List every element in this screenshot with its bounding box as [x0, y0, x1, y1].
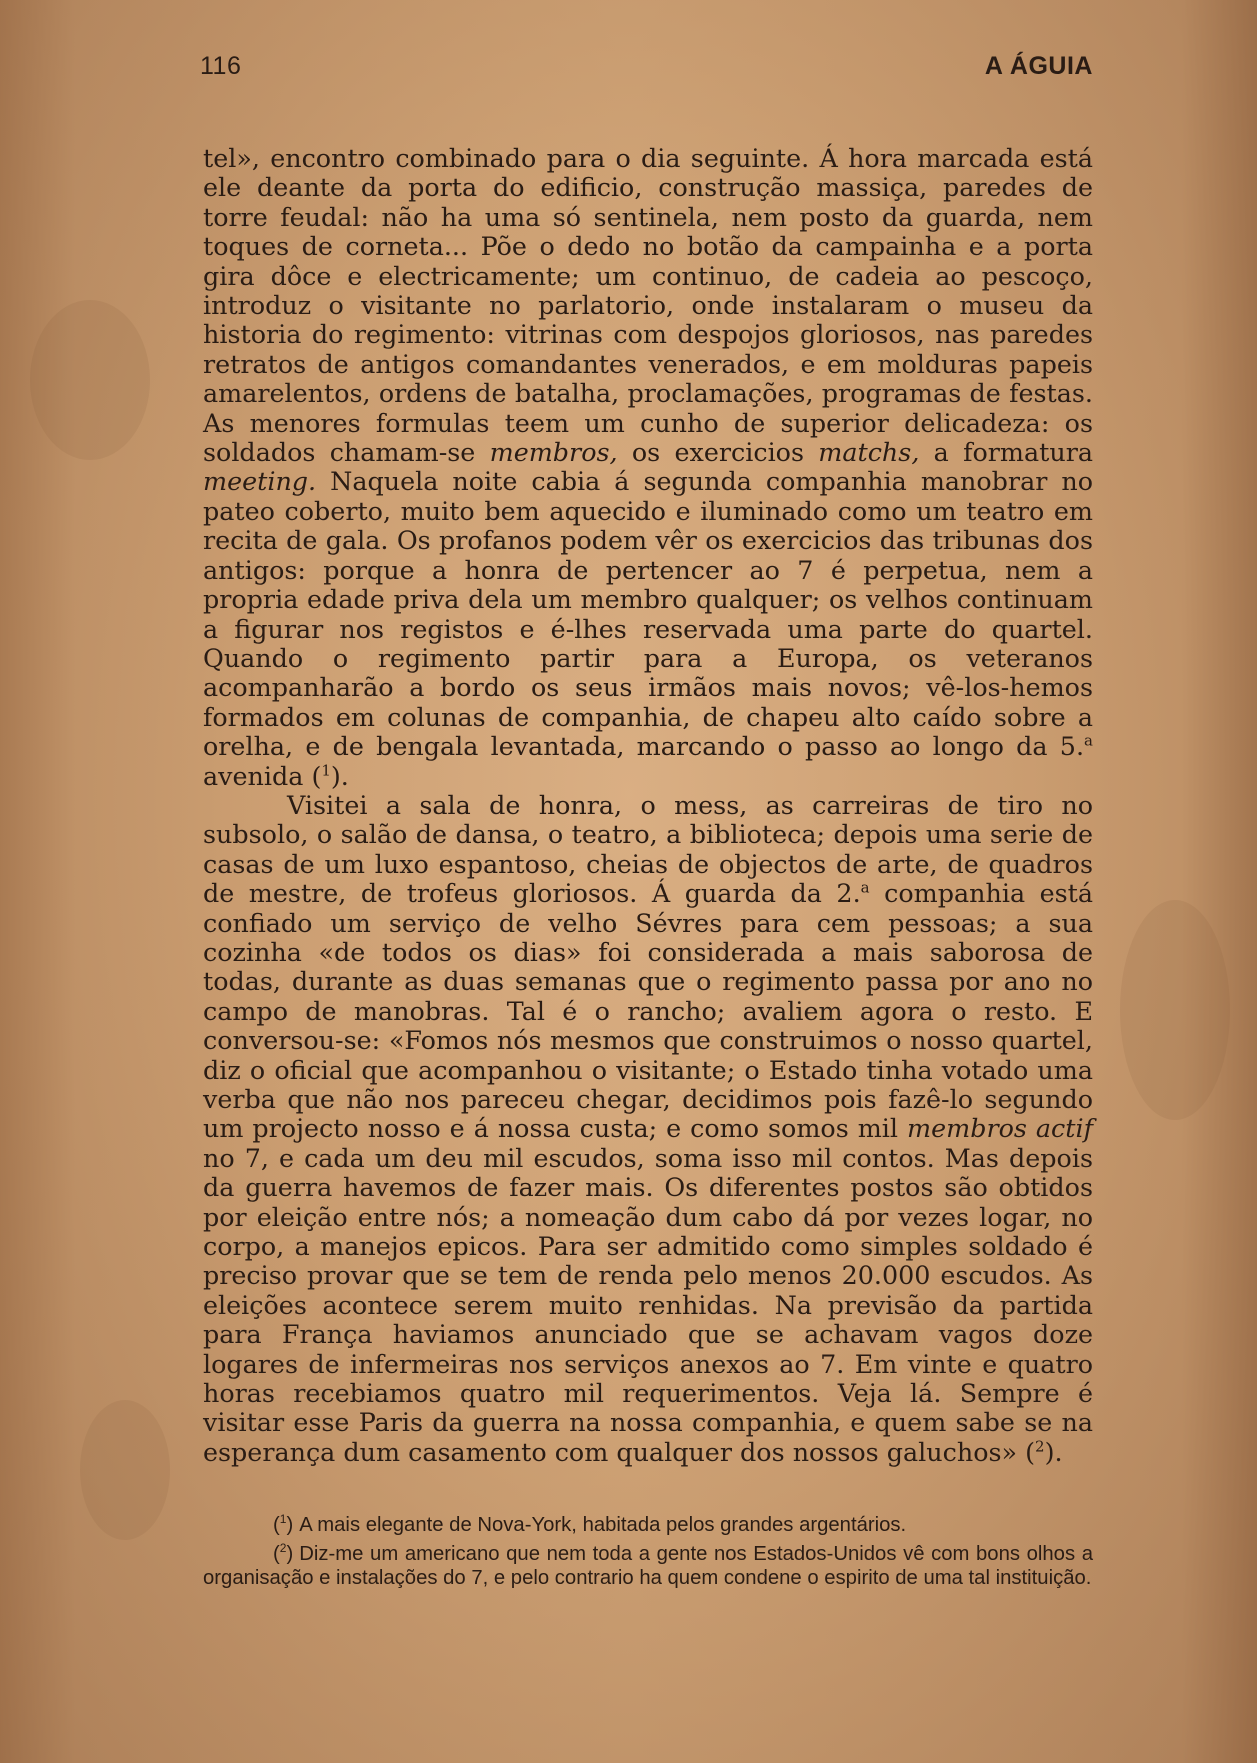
text-run: a formatura [919, 437, 1093, 468]
text-run: avenida ( [203, 760, 322, 791]
footnotes [203, 1508, 1093, 1590]
page-number: 116 [200, 52, 242, 80]
running-head: A ÁGUIA [984, 52, 1093, 80]
text-run: companhia está confiado um serviço de velho Sévres para cem pessoas; a sua cozinha «de todos os dias» foi considerada a mais saborosa de todas, durante as duas semanas que o regimento passa por ano no campo de manobras. Tal é o rancho; avaliem agora o resto. E conversou-se: «Fomos nós mesmos que construimos o nosso quartel, diz o oficial que acompanhou o visitante; o Estado tinha votado uma verba que não nos pareceu chegar, decidimos pois fazê-lo segundo um projecto nosso e á nossa custa; e como somos mil [203, 878, 1094, 1144]
text-run: no 7, e cada um deu mil escudos, soma isso mil contos. Mas depois da guerra havemos de fazer mais. Os diferentes postos são obtidos por eleição entre nós; a nomeação dum cabo dá por vezes logar, no corpo, a manejos epicos. Para ser admitido como simples soldado é preciso provar que se tem de renda pelo menos 20.000 escudos. As eleições acontece serem muito renhidas. Na previsão da partida para França haviamos anunciado que se achavam vagos doze logares de infermeiras nos serviços anexos ao 7. Em vinte e quatro horas recebiamos quatro mil requerimentos. Veja lá. Sempre é visitar esse Paris da guerra na nossa companhia, e quem sabe se na esperança dum casamento com qualquer dos nossos galuchos» ( [203, 1142, 1093, 1467]
footnote-paren-close: ) [286, 1543, 294, 1566]
superscript: a [1084, 731, 1093, 750]
italic-text: meeting. [203, 466, 317, 497]
text-run: os exercicios [617, 437, 819, 468]
superscript: a [860, 878, 870, 897]
footnote-number: 1 [279, 1512, 287, 1526]
footnote-marker [273, 1537, 293, 1566]
body-paragraph [203, 791, 1093, 1467]
superscript: 2 [1035, 1437, 1045, 1456]
footnote [203, 1508, 1093, 1537]
paper-stain [1120, 900, 1230, 1120]
footnote-text: A mais elegante de Nova-York, habitada pelos grandes argentários. [299, 1513, 907, 1536]
text-run: ). [1044, 1436, 1063, 1467]
paper-stain [30, 300, 150, 460]
superscript: 1 [321, 761, 331, 780]
footnote-number: 2 [279, 1541, 287, 1556]
text-run: ). [330, 760, 349, 791]
page-header [200, 52, 1093, 88]
text-run: Naquela noite cabia á segunda companhia manobrar no pateo coberto, muito bem aquecido e iluminado como um teatro em recita de gala. Os profanos podem vêr os exercicios das tribunas dos antigos: porque a honra de pertencer ao 7 é perpetua, nem a propria edade priva dela um membro qualquer; os velhos continuam a figurar nos registos e é-lhes reservada uma parte do quartel. Quando o regimento partir para a Europa, os veteranos acompanharão a bordo os seus irmãos mais novos; vê-los-hemos formados em colunas de companhia, de chapeu alto caído sobre a orelha, e de bengala levantada, marcando o passo ao longo da 5. [203, 466, 1093, 762]
body-text [203, 144, 1093, 1467]
text-run: tel», encontro combinado para o dia seguinte. Á hora marcada está ele deante da porta do edificio, construção massiça, paredes de torre feudal: não ha uma só sentinela, nem posto da guarda, nem toques de corneta... Põe o dedo no botão da campainha e a porta gira dôce e electricamente; um continuo, de cadeia ao pescoço, introduz o visitante no parlatorio, onde instalaram o museu da historia do regimento: vitrinas com despojos gloriosos, nas paredes retratos de antigos comandantes venerados, e em molduras papeis amarelentos, ordens de batalha, proclamações, programas de festas. As menores formulas teem um cunho de superior delicadeza: os soldados chamam-se [203, 143, 1093, 468]
text-run: Visitei a sala de honra, o mess, as carreiras de tiro no subsolo, o salão de dansa, o teatro, a biblioteca; depois uma serie de casas de um luxo espantoso, cheias de objectos de arte, de quadros de mestre, de trofeus gloriosos. Á guarda da 2. [203, 789, 1093, 909]
italic-text: membros actif [907, 1113, 1093, 1144]
footnote-paren-open: ( [273, 1513, 280, 1536]
body-paragraph [203, 144, 1093, 791]
italic-text: matchs, [818, 437, 920, 468]
footnote-text: Diz-me um americano que nem toda a gente nos Estados-Unidos vê com bons olhos a organisação e instalações do 7, e pelo contrario ha quem condene o espirito de uma tal instituição. [203, 1543, 1093, 1589]
footnote-paren-open: ( [273, 1543, 280, 1566]
footnote-paren-close: ) [286, 1513, 294, 1536]
italic-text: membros, [489, 437, 618, 468]
footnote [203, 1537, 1093, 1590]
footnote-marker [273, 1508, 293, 1537]
paper-stain [80, 1400, 170, 1540]
